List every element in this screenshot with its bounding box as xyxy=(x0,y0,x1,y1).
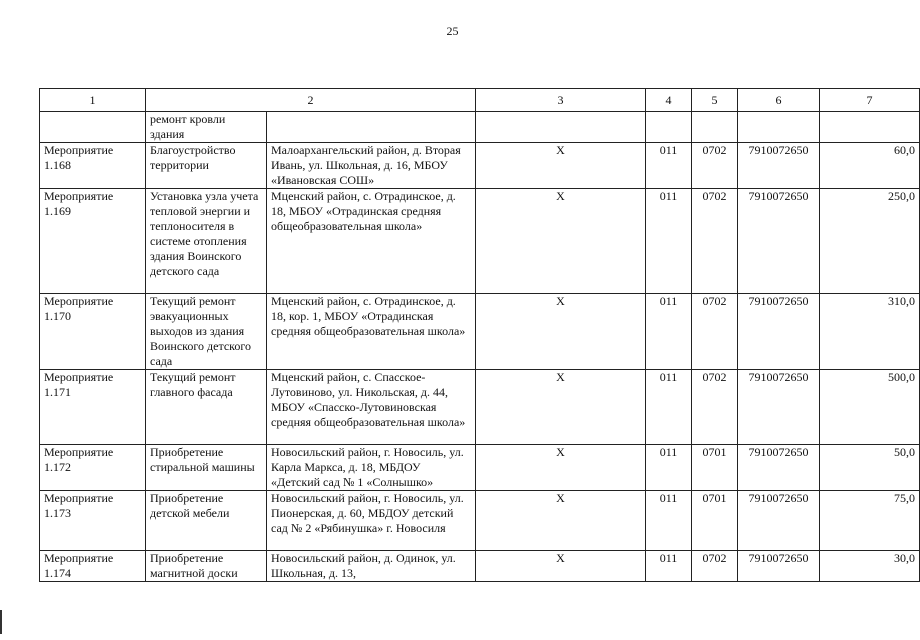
header-cell-5: 5 xyxy=(692,89,738,112)
col5-cell: 0701 xyxy=(692,445,738,491)
event-id-cell: Мероприятие 1.174 xyxy=(40,551,146,582)
table-row xyxy=(40,491,920,551)
table-row xyxy=(40,551,920,582)
table-row xyxy=(40,370,920,445)
address-cell: Малоархангельский район, д. Вторая Ивань, ул. Школьная, д. 16, МБОУ «Ивановская СОШ» xyxy=(267,143,476,189)
address-cell: Новосильский район, д. Одинок, ул. Школьная, д. 13, xyxy=(267,551,476,582)
event-id-cell: Мероприятие 1.169 xyxy=(40,189,146,294)
col4-cell: 011 xyxy=(646,189,692,294)
work-description-cell: Установка узла учета тепловой энергии и теплоносителя в системе отопления здания Воинского детского сада xyxy=(146,189,267,294)
col5-cell: 0702 xyxy=(692,551,738,582)
event-id-cell: Мероприятие 1.170 xyxy=(40,294,146,370)
col6-cell: 7910072650 xyxy=(738,491,820,551)
col5-cell: 0702 xyxy=(692,143,738,189)
continuation-empty-cell xyxy=(476,112,646,143)
address-cell: Мценский район, с. Отрадинское, д. 18, МБОУ «Отрадинская средняя общеобразовательная школа» xyxy=(267,189,476,294)
work-description-cell: Текущий ремонт главного фасада xyxy=(146,370,267,445)
col6-cell: 7910072650 xyxy=(738,445,820,491)
amount-cell: 60,0 xyxy=(820,143,920,189)
margin-mark xyxy=(0,610,2,634)
col5-cell: 0702 xyxy=(692,370,738,445)
continuation-empty-cell xyxy=(646,112,692,143)
col5-cell: 0701 xyxy=(692,491,738,551)
address-cell: Новосильский район, г. Новосиль, ул. Пионерская, д. 60, МБДОУ детский сад № 2 «Рябинушка» г. Новосиля xyxy=(267,491,476,551)
header-cell-4: 4 xyxy=(646,89,692,112)
header-cell-2: 2 xyxy=(146,89,476,112)
work-description-cell: Приобретение стиральной машины xyxy=(146,445,267,491)
col3-cell: Х xyxy=(476,551,646,582)
page-number: 25 xyxy=(446,24,459,38)
col5-cell: 0702 xyxy=(692,294,738,370)
event-id-cell: Мероприятие 1.171 xyxy=(40,370,146,445)
event-id-cell: Мероприятие 1.172 xyxy=(40,445,146,491)
work-description-cell: Текущий ремонт эвакуационных выходов из здания Воинского детского сада xyxy=(146,294,267,370)
continuation-empty-cell xyxy=(692,112,738,143)
col4-cell: 011 xyxy=(646,445,692,491)
work-description-cell: Приобретение детской мебели xyxy=(146,491,267,551)
continuation-empty-cell xyxy=(267,112,476,143)
header-cell-1: 1 xyxy=(40,89,146,112)
col4-cell: 011 xyxy=(646,143,692,189)
amount-cell: 50,0 xyxy=(820,445,920,491)
col4-cell: 011 xyxy=(646,370,692,445)
col6-cell: 7910072650 xyxy=(738,551,820,582)
address-cell: Новосильский район, г. Новосиль, ул. Карла Маркса, д. 18, МБДОУ «Детский сад № 1 «Солнышко» xyxy=(267,445,476,491)
col6-cell: 7910072650 xyxy=(738,143,820,189)
continuation-empty-cell xyxy=(738,112,820,143)
col3-cell: Х xyxy=(476,491,646,551)
col3-cell: Х xyxy=(476,370,646,445)
event-id-cell: Мероприятие 1.168 xyxy=(40,143,146,189)
event-id-cell: Мероприятие 1.173 xyxy=(40,491,146,551)
col4-cell: 011 xyxy=(646,551,692,582)
col3-cell: Х xyxy=(476,445,646,491)
continuation-empty-cell xyxy=(40,112,146,143)
col5-cell: 0702 xyxy=(692,189,738,294)
table-row xyxy=(40,143,920,189)
col4-cell: 011 xyxy=(646,491,692,551)
amount-cell: 30,0 xyxy=(820,551,920,582)
table-row xyxy=(40,445,920,491)
col3-cell: Х xyxy=(476,294,646,370)
budget-table xyxy=(39,88,920,582)
col3-cell: Х xyxy=(476,189,646,294)
table-row xyxy=(40,189,920,294)
table-row xyxy=(40,294,920,370)
col6-cell: 7910072650 xyxy=(738,294,820,370)
work-description-cell: Приобретение магнитной доски xyxy=(146,551,267,582)
header-cell-6: 6 xyxy=(738,89,820,112)
amount-cell: 75,0 xyxy=(820,491,920,551)
col6-cell: 7910072650 xyxy=(738,370,820,445)
work-description-cell: Благоустройство территории xyxy=(146,143,267,189)
col6-cell: 7910072650 xyxy=(738,189,820,294)
continuation-work-cell: ремонт кровли здания xyxy=(146,112,267,143)
continuation-empty-cell xyxy=(820,112,920,143)
address-cell: Мценский район, с. Спасское-Лутовиново, ул. Никольская, д. 44, МБОУ «Спасско-Лутовиновская средняя общеобразовательная школа» xyxy=(267,370,476,445)
col3-cell: Х xyxy=(476,143,646,189)
amount-cell: 500,0 xyxy=(820,370,920,445)
address-cell: Мценский район, с. Отрадинское, д. 18, кор. 1, МБОУ «Отрадинская средняя общеобразовательная школа» xyxy=(267,294,476,370)
header-row xyxy=(40,89,920,112)
col4-cell: 011 xyxy=(646,294,692,370)
header-cell-7: 7 xyxy=(820,89,920,112)
amount-cell: 250,0 xyxy=(820,189,920,294)
header-cell-3: 3 xyxy=(476,89,646,112)
continuation-row xyxy=(40,112,920,143)
amount-cell: 310,0 xyxy=(820,294,920,370)
